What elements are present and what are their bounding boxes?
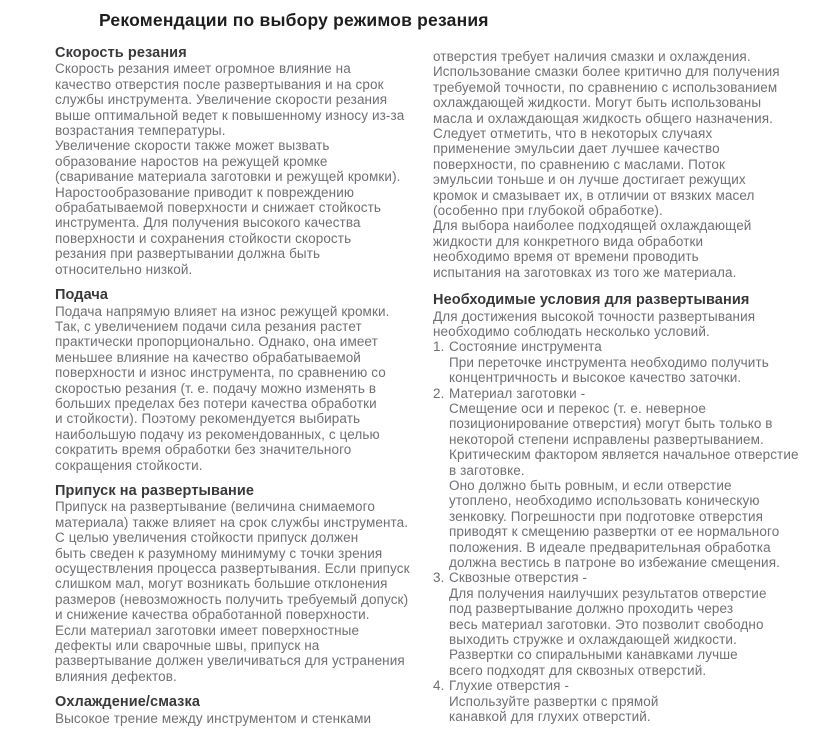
list-item-title: Материал заготовки - <box>449 385 586 401</box>
text-line: развертывание должен увеличиваться для устранения <box>55 653 405 669</box>
list-item-line: Используйте развертки с прямой <box>449 693 659 709</box>
list-item-line: весь материал заготовки. Это позволит свободно <box>449 616 764 632</box>
page-title: Рекомендации по выбору режимов резания <box>99 10 489 30</box>
text-line: больших пределах без потери качества обработки <box>55 395 377 411</box>
section-heading: Скорость резания <box>55 45 187 61</box>
text-line: Для достижения высокой точности развертывания <box>433 308 756 324</box>
text-line: необходимо время от времени проводить <box>433 249 699 265</box>
list-item-title: Глухие отверстия - <box>449 678 569 694</box>
text-line: осуществления процесса развертывания. Если припуск <box>55 561 410 576</box>
text-line: применение эмульсии дает лучшее качество <box>433 141 720 157</box>
section <box>55 288 427 473</box>
list-item-line: утоплено, необходимо использовать коническую <box>449 493 760 509</box>
text-line: требуемой точности, по сравнению с использованием <box>433 79 778 95</box>
text-line: поверхности и сохранения стойкости скорость <box>55 230 352 246</box>
list-item-line: положения. В идеале предварительная обработка <box>449 539 771 555</box>
text-line: жидкости для конкретного вида обработки <box>433 233 704 249</box>
text-line: инструмента. Для получения высокого качества <box>55 215 361 231</box>
text-line: быть сведен к разумному минимуму с точки зрения <box>55 545 383 561</box>
text-line: службы инструмента. Увеличение скорости резания <box>55 92 388 108</box>
text-line: необходимо соблюдать несколько условий. <box>433 323 710 339</box>
list-item <box>433 386 811 401</box>
section <box>55 46 427 277</box>
text-line: обрабатываемой поверхности и снижает стойкость <box>55 200 382 216</box>
list-number: 2. <box>433 385 445 401</box>
list-item-line: всего подходят для сквозных отверстий. <box>449 662 707 678</box>
text-line: сокращения стойкости. <box>55 457 203 473</box>
list-item <box>433 678 811 693</box>
text-line: возрастания температуры. <box>55 123 226 139</box>
list-number: 3. <box>433 570 445 586</box>
text-line: образование наростов на режущей кромке <box>55 153 328 169</box>
text-line: охлаждающей жидкости. Могут быть использованы <box>433 95 762 111</box>
text-line: Наростообразование приводит к повреждению <box>55 184 355 200</box>
text-line: практически пропорционально. Однако, она имеет <box>55 334 378 350</box>
text-line: Скорость резания имеет огромное влияние на <box>55 61 351 77</box>
text-line: меньшее влияние на качество обрабатываемой <box>55 349 361 365</box>
text-line: качество отверстия после развертывания и на срок <box>55 76 384 92</box>
text-line: выше оптимальной ведет к повышенному износу из-за <box>55 107 405 123</box>
list-item-line: некоторой степени исправлены развертыванием. <box>449 431 764 447</box>
text-line: эмульсии тоньше и он лучше достигает режущих <box>433 172 746 188</box>
list-item-line: выходить стружке и охлаждающей жидкости. <box>449 632 737 648</box>
list-number: 4. <box>433 678 445 694</box>
text-line: слишком мал, могут возникать большие отклонения <box>55 576 388 592</box>
list-item-line: Оно должно быть ровным, и если отверстие <box>449 477 732 493</box>
list-item-line: позиционирование отверстия) могут быть только в <box>449 416 773 432</box>
list-item-line: зенковку. Погрешности при подготовке отверстия <box>449 508 764 524</box>
list-item-line: Для получения наилучших результатов отверстие <box>449 585 767 601</box>
text-line: наибольшую подачу из рекомендованных, с целью <box>55 426 380 442</box>
section <box>55 695 427 726</box>
text-line: кромок и смазывает их, в отличии от вязких масел <box>433 187 755 203</box>
list-item-line: приводят к смещению развертки от ее нормального <box>449 524 780 540</box>
list-item-line: канавкой для глухих отверстий. <box>449 709 651 725</box>
list-item-line: в заготовке. <box>449 462 525 478</box>
left-column <box>55 46 427 726</box>
text-line: поверхности и износ инструмента, по сравнению со <box>55 365 386 381</box>
list-item-line: должна вестись в патроне во избежание смещения. <box>449 555 780 570</box>
list-item-title: Состояние инструмента <box>449 339 602 355</box>
text-line: скоростью резания (т. е. подачу можно изменять в <box>55 380 377 396</box>
text-line: Если материал заготовки имеет поверхностные <box>55 622 360 638</box>
text-line: (особенно при глубокой обработке). <box>433 203 663 219</box>
list-item-line: Развертки со спиральными канавками лучше <box>449 647 738 663</box>
text-line: размеров (невозможность получить требуемый допуск) <box>55 591 409 607</box>
text-line: поверхности, по сравнению с маслами. Поток <box>433 156 726 172</box>
text-line: дефекты или сварочные швы, припуск на <box>55 638 320 654</box>
list-item-line: концентричность и высокое качество заточки. <box>449 370 742 386</box>
section <box>433 293 811 724</box>
text-line: масла и охлаждающая жидкость общего назначения. <box>433 110 773 126</box>
section-heading: Припуск на развертывание <box>55 482 255 499</box>
text-line: испытания на заготовках из того же материала. <box>433 264 737 280</box>
list-number: 1. <box>433 339 445 355</box>
text-line: Подача напрямую влияет на износ режущей кромки. <box>55 303 390 319</box>
text-line: Так, с увеличением подачи сила резания растет <box>55 318 362 334</box>
text-line: Высокое трение между инструментом и стенками <box>55 710 372 726</box>
list-item <box>433 339 811 354</box>
list-item-line: Критическим фактором является начальное отверстие <box>449 447 799 463</box>
text-line: и стойкости). Поэтому рекомендуется выбирать <box>55 411 361 427</box>
section <box>55 484 427 684</box>
section-heading: Охлаждение/смазка <box>55 694 201 711</box>
text-line: и снижение качества обработанной поверхности. <box>55 607 370 623</box>
right-column <box>433 49 811 724</box>
text-line: Использование смазки более критично для получения <box>433 64 780 80</box>
list-item-line: При переточке инструмента необходимо получить <box>449 354 769 370</box>
text-line: Припуск на развертывание (величина снимаемого <box>55 499 375 515</box>
list-item-line: под развертывание должно проходить через <box>449 601 734 617</box>
list-item-line: Смещение оси и перекос (т. е. неверное <box>449 400 706 416</box>
text-line: влияния дефектов. <box>55 668 177 684</box>
text-line: Увеличение скорости также может вызвать <box>55 138 330 154</box>
text-line: (сваривание материала заготовки и режущей кромки). <box>55 169 401 185</box>
text-line: относительно низкой. <box>55 261 193 277</box>
text-line: Для выбора наиболее подходящей охлаждающей <box>433 218 752 234</box>
section-heading: Подача <box>55 287 109 304</box>
column-continuation <box>433 49 811 280</box>
text-line: отверстия требует наличия смазки и охлаждения. <box>433 49 751 64</box>
text-line: материала) также влияет на срок службы инструмента. <box>55 514 409 530</box>
section-heading: Необходимые условия для развертывания <box>433 292 750 309</box>
text-line: сократить время обработки без значительного <box>55 442 352 458</box>
list-item-title: Сквозные отверстия - <box>449 570 588 586</box>
list-item <box>433 570 811 585</box>
text-line: Следует отметить, что в некоторых случаях <box>433 126 713 142</box>
text-line: С целью увеличения стойкости припуск должен <box>55 530 359 546</box>
text-line: резания при развертывании должна быть <box>55 246 321 262</box>
